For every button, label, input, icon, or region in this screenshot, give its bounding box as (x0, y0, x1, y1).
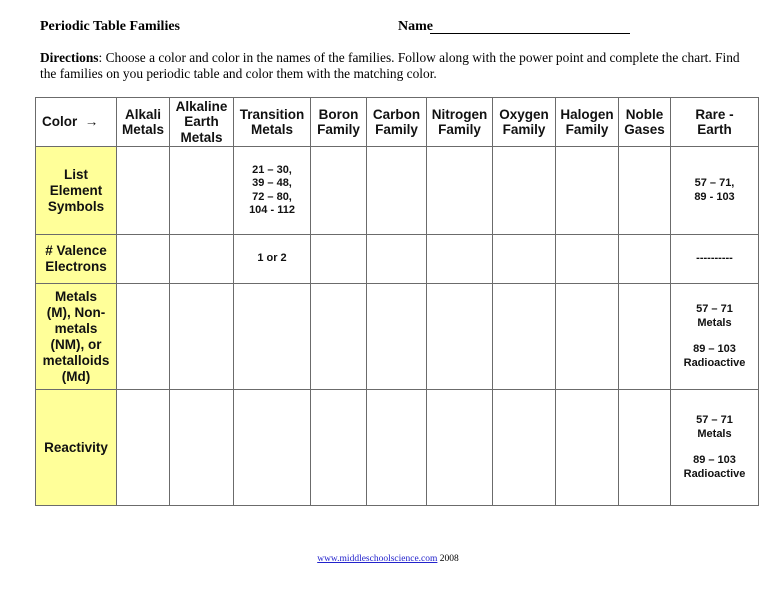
answer-cell[interactable] (556, 235, 619, 284)
answer-cell[interactable] (117, 284, 170, 390)
table-row-valence-electrons (36, 235, 759, 284)
column-header-oxygen-family: Oxygen Family (493, 98, 556, 147)
column-header-rare-earth: Rare - Earth (671, 98, 759, 147)
column-header-boron-family: Boron Family (311, 98, 367, 147)
answer-cell[interactable] (493, 235, 556, 284)
answer-cell[interactable] (619, 390, 671, 506)
worksheet-title: Periodic Table Families (40, 19, 180, 34)
header-row (36, 98, 759, 147)
answer-cell[interactable] (619, 284, 671, 390)
column-header-transition-metals: Transition Metals (234, 98, 311, 147)
answer-cell[interactable] (170, 390, 234, 506)
answer-cell[interactable] (311, 235, 367, 284)
answer-cell[interactable] (556, 284, 619, 390)
answer-cell[interactable] (367, 147, 427, 235)
answer-cell[interactable] (556, 390, 619, 506)
column-header-alkaline-earth-metals: Alkaline Earth Metals (170, 98, 234, 147)
answer-cell[interactable] (493, 147, 556, 235)
answer-cell[interactable] (311, 390, 367, 506)
answer-cell[interactable] (311, 284, 367, 390)
footer-year: 2008 (439, 554, 459, 564)
rare-earth-valence-cell: ---------- (671, 235, 759, 284)
column-header-carbon-family: Carbon Family (367, 98, 427, 147)
answer-cell[interactable] (427, 390, 493, 506)
table-row-reactivity (36, 390, 759, 506)
answer-cell[interactable] (427, 284, 493, 390)
directions-body: : Choose a color and color in the names of the families. Follow along with the power point and complete the chart. Find the families on you periodic table and color them with the matching color. (40, 50, 740, 81)
column-header-nitrogen-family: Nitrogen Family (427, 98, 493, 147)
column-header-alkali-metals: Alkali Metals (117, 98, 170, 147)
answer-cell[interactable] (170, 284, 234, 390)
answer-cell[interactable] (493, 390, 556, 506)
color-label: Color (42, 114, 78, 130)
transition-symbols-cell: 21 – 30, 39 – 48, 72 – 80, 104 - 112 (234, 147, 311, 235)
answer-cell[interactable] (556, 147, 619, 235)
answer-cell[interactable] (170, 147, 234, 235)
answer-cell[interactable] (234, 390, 311, 506)
rare-earth-symbols-cell: 57 – 71, 89 - 103 (671, 147, 759, 235)
arrow-right-icon: → (84, 114, 99, 130)
table-row-element-symbols (36, 147, 759, 235)
footer (0, 554, 776, 564)
column-header-noble-gases: Noble Gases (619, 98, 671, 147)
row-header-valence-electrons: # Valence Electrons (36, 235, 117, 284)
answer-cell[interactable] (117, 235, 170, 284)
answer-cell[interactable] (367, 390, 427, 506)
answer-cell[interactable] (619, 235, 671, 284)
answer-cell[interactable] (427, 235, 493, 284)
table-row-metal-type (36, 284, 759, 390)
row-header-metal-type: Metals (M), Non- metals (NM), or metalloids (Md) (36, 284, 117, 390)
website-link[interactable]: www.middleschoolscience.com (317, 554, 438, 564)
answer-cell[interactable] (493, 284, 556, 390)
rare-earth-metal-type-cell: 57 – 71 Metals 89 – 103 Radioactive (671, 284, 759, 390)
answer-cell[interactable] (170, 235, 234, 284)
row-header-reactivity: Reactivity (36, 390, 117, 506)
answer-cell[interactable] (234, 284, 311, 390)
answer-cell[interactable] (117, 390, 170, 506)
directions-label: Directions (40, 50, 99, 65)
families-chart (35, 97, 759, 506)
column-header-halogen-family: Halogen Family (556, 98, 619, 147)
transition-valence-cell: 1 or 2 (234, 235, 311, 284)
answer-cell[interactable] (367, 235, 427, 284)
answer-cell[interactable] (311, 147, 367, 235)
color-header (36, 98, 117, 147)
name-label: Name (398, 19, 433, 34)
name-field-line[interactable] (430, 33, 630, 34)
directions-text (40, 50, 750, 82)
answer-cell[interactable] (117, 147, 170, 235)
row-header-element-symbols: List Element Symbols (36, 147, 117, 235)
rare-earth-reactivity-cell: 57 – 71 Metals 89 – 103 Radioactive (671, 390, 759, 506)
answer-cell[interactable] (367, 284, 427, 390)
answer-cell[interactable] (427, 147, 493, 235)
answer-cell[interactable] (619, 147, 671, 235)
